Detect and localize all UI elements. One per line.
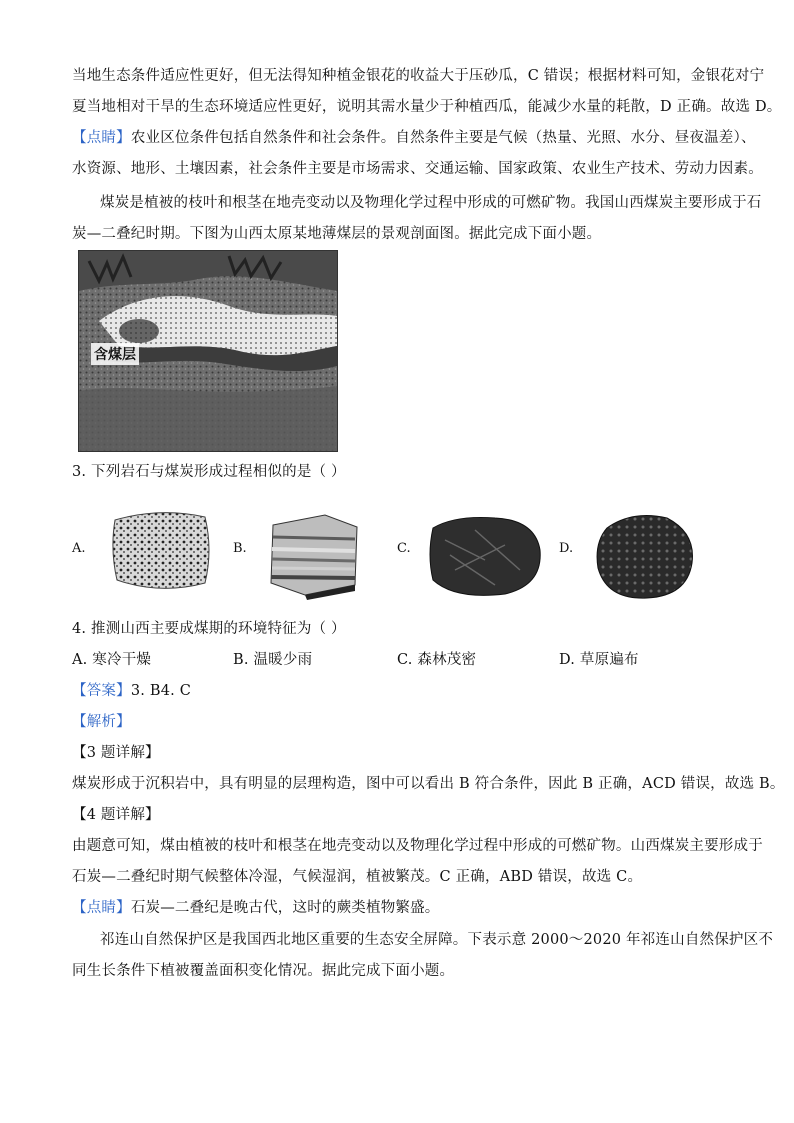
coal-layer-label: 含煤层 — [91, 343, 139, 365]
intro1-line2: 炭—二叠纪时期。下图为山西太原某地薄煤层的景观剖面图。据此完成下面小题。 — [72, 226, 602, 242]
metamorphic-rock-image — [425, 510, 545, 600]
tip1-line1 — [72, 128, 756, 148]
intro2-line2: 同生长条件下植被覆盖面积变化情况。据此完成下面小题。 — [72, 963, 455, 979]
q4-detail-line1: 由题意可知，煤由植被的枝叶和根茎在地壳变动以及物理化学过程中形成的可燃矿物。山西煤炭主要形成于 — [72, 838, 763, 854]
q3-option-b-label: B. — [233, 541, 247, 556]
coal-seam-photo — [78, 250, 338, 452]
tip1-text1: 农业区位条件包括自然条件和社会条件。自然条件主要是气候（热量、光照、水分、昼夜温差）、 — [130, 130, 756, 146]
tip1-line2: 水资源、地形、土壤因素，社会条件主要是市场需求、交通运输、国家政策、农业生产技术、劳动力因素。 — [72, 161, 763, 177]
tip2-text: 石炭—二叠纪是晚古代，这时的蕨类植物繁盛。 — [130, 900, 440, 916]
answer-line — [72, 681, 191, 701]
intro2-line1: 祁连山自然保护区是我国西北地区重要的生态安全屏障。下表示意 2000～2020 年祁连山自然保护区不 — [100, 932, 774, 948]
q4-detail-tag: 【4 题详解】 — [72, 807, 160, 823]
q4-stem: 4. 推测山西主要成煤期的环境特征为（ ） — [72, 621, 346, 637]
basalt-rock-image — [592, 508, 698, 603]
intro1-line1: 煤炭是植被的枝叶和根茎在地壳变动以及物理化学过程中形成的可燃矿物。我国山西煤炭主要形成于石 — [100, 195, 762, 211]
granite-rock-image — [105, 505, 215, 595]
tip2-line — [72, 898, 440, 918]
q3-stem: 3. 下列岩石与煤炭形成过程相似的是（ ） — [72, 464, 346, 480]
q4-option-a: A. 寒冷干燥 — [72, 652, 152, 668]
tip1-tag: 【点睛】 — [72, 130, 131, 146]
analysis-tag: 【解析】 — [72, 714, 131, 730]
sedimentary-rock-image — [265, 505, 365, 600]
q4-option-b: B. 温暖少雨 — [233, 652, 313, 668]
answer-tag: 【答案】 — [72, 683, 131, 699]
answer-text: 3. B4. C — [130, 683, 192, 699]
paragraph1-line1: 当地生态条件适应性更好，但无法得知种植金银花的收益大于压砂瓜，C 错误；根据材料可知，金银花对宁 — [72, 68, 765, 84]
q3-option-a-label: A. — [72, 541, 86, 556]
q4-option-c: C. 森林茂密 — [397, 652, 477, 668]
q3-detail-tag: 【3 题详解】 — [72, 745, 160, 761]
q4-detail-line2: 石炭—二叠纪时期气候整体冷湿，气候湿润，植被繁茂。C 正确，ABD 错误，故选 C。 — [72, 869, 643, 885]
tip2-tag: 【点睛】 — [72, 900, 131, 916]
paragraph1-line2: 夏当地相对干旱的生态环境适应性更好，说明其需水量少于种植西瓜，能减少水量的耗散，D 正确。故选 D。 — [72, 99, 782, 115]
q3-option-d-label: D. — [559, 541, 574, 556]
q3-option-c-label: C. — [397, 541, 411, 556]
q4-option-d: D. 草原遍布 — [559, 652, 639, 668]
q3-detail-text: 煤炭形成于沉积岩中，具有明显的层理构造，图中可以看出 B 符合条件，因此 B 正确，ACD 错误，故选 B。 — [72, 776, 785, 792]
